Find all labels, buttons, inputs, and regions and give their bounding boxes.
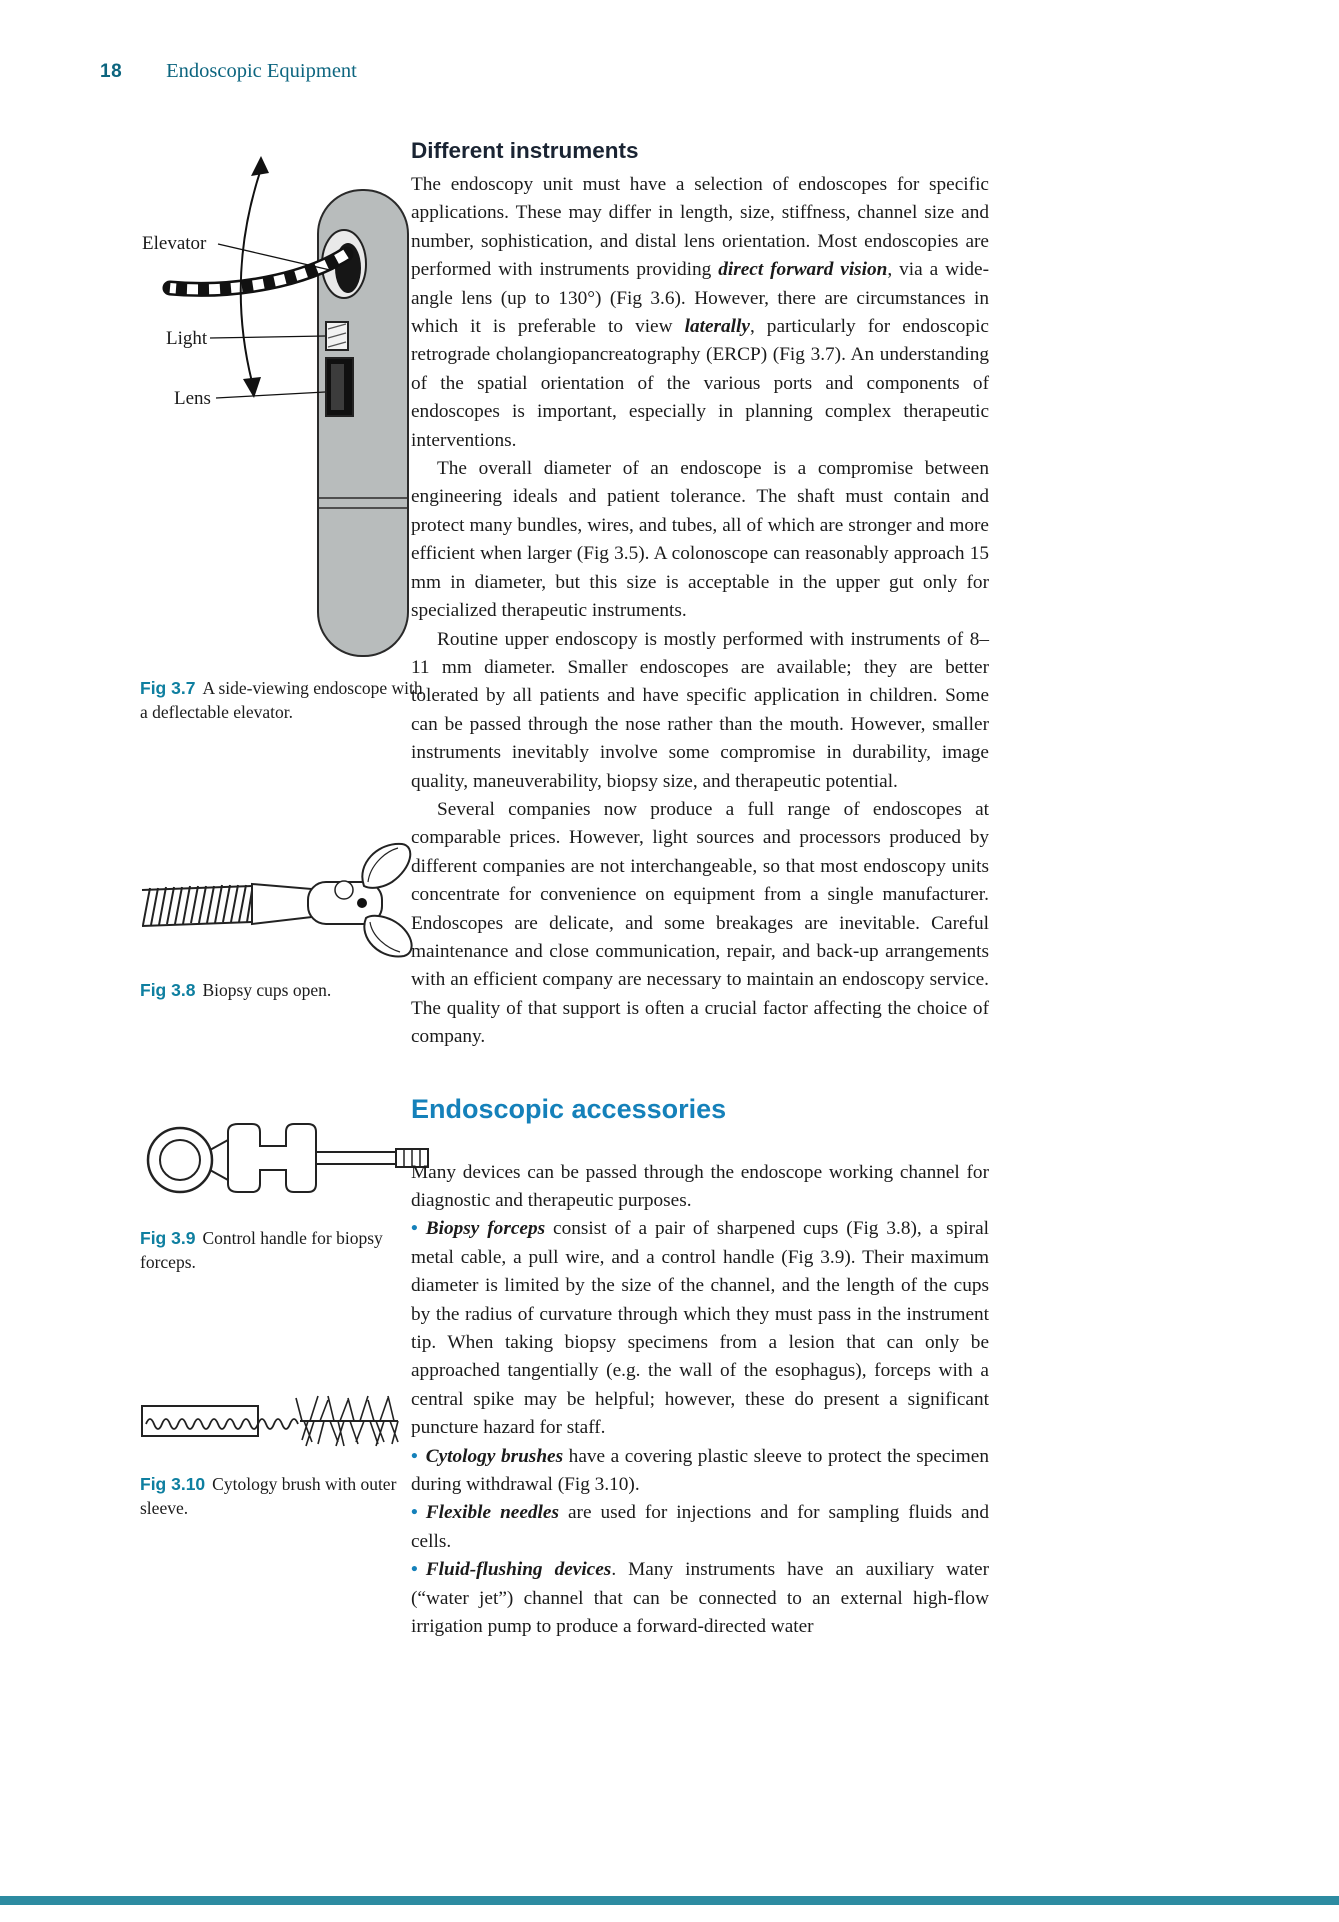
- bullet-item-flexible-needles: [411, 1499, 989, 1556]
- page-header: [100, 60, 357, 83]
- biopsy-cup-upper: [362, 844, 410, 888]
- paragraph-instruments-4: Several companies now produce a full range of endoscopes at comparable prices. However, light sources and processors produced by different companies are not interchangeable, so that most endoscopy units concentrate for convenience on equipment from a single manufacturer. Endoscopes are delicate, and some breakages are inevitable. Careful maintenance and close communication, repair, and back-up arrangements with an efficient company are necessary to maintain an endoscopy service. The quality of that support is often a crucial factor affecting the choice of company.: [411, 798, 989, 1048]
- biopsy-cup-lower: [364, 916, 411, 957]
- figure-3-8-label: Fig 3.8: [140, 980, 196, 1000]
- bullet-item-cytology-brushes: [411, 1443, 989, 1500]
- figure-3-9-caption: [140, 1226, 432, 1274]
- figure-3-7-caption-text: A side-viewing endoscope with a deflectable elevator.: [140, 678, 423, 723]
- deflection-arrow-head-top: [251, 156, 269, 176]
- forceps-hinge: [335, 881, 353, 899]
- forceps-neck: [252, 884, 312, 924]
- paragraph-instruments-2: The overall diameter of an endoscope is a compromise between engineering ideals and patient tolerance. The shaft must contain and protect many bundles, wires, and tubes, all of which are stronger and more efficient when larger (Fig 3.5). A colonoscope can reasonably approach 15 mm in diameter, but this size is acceptable in the upper gut only for specialized therapeutic instruments.: [411, 458, 989, 622]
- thumb-ring-inner: [160, 1140, 200, 1180]
- handle-spool: [228, 1124, 316, 1192]
- biopsy-cups-illustration: [140, 834, 432, 966]
- figure-3-10-label: Fig 3.10: [140, 1474, 206, 1494]
- page-footer-rule: [0, 1896, 1339, 1905]
- figure-3-8: [140, 834, 432, 1002]
- bullet-text: Fluid-flushing devices. Many instruments have an auxiliary water (“water jet”) channel that can be connected to an external high-flow irrigation pump to produce a forward-directed water: [411, 1559, 989, 1638]
- figure-3-10-caption-text: Cytology brush with outer sleeve.: [140, 1474, 397, 1519]
- paragraph-instruments-3: Routine upper endoscopy is mostly performed with instruments of 8–11 mm diameter. Smaller endoscopes are available; they are better tolerated by all patients and have specific application in children. Some can be passed through the nose rather than the mouth. However, smaller instruments inevitably involve some compromise in durability, image quality, maneuverability, biopsy size, and therapeutic potential.: [411, 628, 989, 792]
- running-header: Endoscopic Equipment: [166, 60, 357, 82]
- figure-3-8-caption-text: Biopsy cups open.: [202, 980, 332, 1000]
- forceps-pivot: [357, 898, 367, 908]
- figure-3-7: [140, 152, 432, 724]
- figure-3-9-label: Fig 3.9: [140, 1228, 196, 1248]
- light-label: Light: [166, 328, 208, 349]
- bullet-icon: •: [411, 1502, 418, 1524]
- paragraph-accessories-intro: Many devices can be passed through the endoscope working channel for diagnostic and therapeutic purposes.: [411, 1161, 989, 1211]
- bullet-icon: •: [411, 1559, 418, 1581]
- bullet-text: Biopsy forceps consist of a pair of sharpened cups (Fig 3.8), a spiral metal cable, a pull wire, and a control handle (Fig 3.9). Their maximum diameter is limited by the size of the channel, and the length of the cups by the radius of curvature through which they must pass in the instrument tip. When taking biopsy specimens from a lesion that can only be approached tangentially (e.g. the wall of the esophagus), forceps with a central spike may be helpful; however, these do present a significant puncture hazard for staff.: [411, 1218, 989, 1439]
- bullet-text: Cytology brushes have a covering plastic sleeve to protect the specimen during withdrawal (Fig 3.10).: [411, 1445, 990, 1496]
- side-viewing-endoscope-illustration: [140, 152, 432, 664]
- bullet-icon: •: [411, 1218, 418, 1240]
- bullet-text: Flexible needles are used for injections and for sampling fluids and cells.: [411, 1502, 989, 1552]
- figure-3-7-label: Fig 3.7: [140, 678, 196, 698]
- paragraph-instruments-1: The endoscopy unit must have a selection of endoscopes for specific applications. These may differ in length, size, stiffness, channel size and number, sophistication, and distal lens orientation. Most endoscopies are performed with instruments providing direct forward vision, via a wide-angle lens (up to 130°) (Fig 3.6). However, there are circumstances in which it is preferable to view laterally, particularly for endoscopic retrograde cholangiopancreatography (ERCP) (Fig 3.7). An understanding of the spatial orientation of the various ports and components of endoscopes is important, especially in planning complex therapeutic interventions.: [411, 174, 990, 451]
- deflection-arrow-head-bottom: [243, 377, 261, 398]
- figure-3-7-caption: [140, 676, 432, 724]
- handle-shaft: [316, 1152, 396, 1164]
- elevator-label: Elevator: [142, 233, 207, 254]
- lens-window-inner: [331, 364, 344, 410]
- lens-leader-line: [216, 392, 325, 398]
- figure-3-8-caption: [140, 978, 432, 1002]
- figure-3-9: [140, 1102, 432, 1274]
- section-heading-different-instruments: Different instruments: [411, 138, 639, 163]
- bullet-icon: •: [411, 1445, 418, 1467]
- cytology-brush-illustration: [140, 1388, 432, 1460]
- figure-3-10-caption: [140, 1472, 432, 1520]
- elevator-leader-line: [218, 244, 330, 270]
- page-number: 18: [100, 61, 123, 82]
- bullet-item-biopsy-forceps: [411, 1215, 989, 1442]
- section-heading-endoscopic-accessories: Endoscopic accessories: [411, 1093, 727, 1124]
- figure-3-10: [140, 1388, 432, 1520]
- light-leader-line: [210, 336, 325, 338]
- biopsy-forceps-handle-illustration: [140, 1102, 432, 1214]
- figure-3-9-caption-text: Control handle for biopsy forceps.: [140, 1228, 383, 1273]
- main-text-column: [411, 138, 989, 1642]
- bullet-item-fluid-flushing-devices: [411, 1556, 989, 1641]
- deflection-arrow-arc: [241, 172, 260, 382]
- lens-label: Lens: [174, 388, 211, 409]
